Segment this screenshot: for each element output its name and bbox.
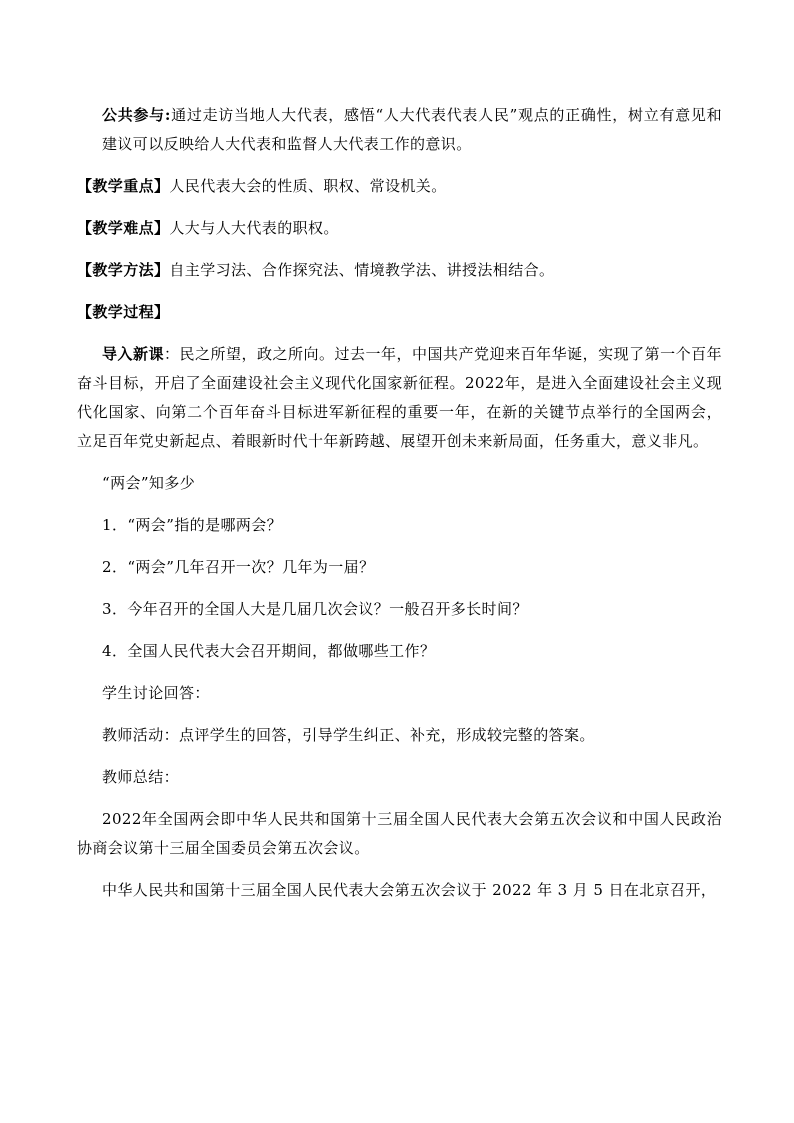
teaching-focus-label: 【教学重点】 [77, 177, 170, 195]
teaching-process-label: 【教学过程】 [77, 303, 170, 321]
teaching-method-label: 【教学方法】 [77, 261, 170, 279]
teaching-method-text: 自主学习法、合作探究法、情境教学法、讲授法相结合。 [169, 261, 555, 279]
paragraph-public-participation [102, 101, 722, 159]
paragraph-teacher-summary: 教师总结： [102, 768, 180, 786]
paragraph-teaching-process [77, 298, 722, 327]
question-1: 1．“两会”指的是哪两会？ [102, 516, 283, 534]
question-2: 2．“两会”几年召开一次？几年为一届？ [102, 558, 375, 576]
paragraph-teaching-focus [77, 172, 722, 201]
paragraph-npc-session: 中华人民共和国第十三届全国人民代表大会第五次会议于 2022 年 3 月 5 日在北京召开， [102, 881, 717, 899]
question-3: 3．今年召开的全国人大是几届几次会议？一般召开多长时间？ [102, 600, 528, 618]
paragraph-intro [77, 340, 722, 456]
intro-text: ：民之所望，政之所向。过去一年，中国共产党迎来百年华诞，实现了第一个百年奋斗目标，开启了全面建设社会主义现代化国家新征程。2022年，是进入全面建设社会主义现代化国家、向第二个百年奋斗目标进军新征程的重要一年，在新的关键节点举行的全国两会，立足百年党史新起点、着眼新时代十年新跨越、展望开创未来新局面，任务重大，意义非凡。 [77, 345, 722, 450]
paragraph-teaching-method [77, 256, 722, 285]
public-participation-label: 公共参与: [102, 106, 171, 124]
intro-label: 导入新课 [102, 345, 165, 363]
document-body [77, 101, 722, 918]
public-participation-text: 通过走访当地人大代表，感悟“人大代表代表人民”观点的正确性，树立有意见和建议可以反映给人大代表和监督人大代表工作的意识。 [102, 106, 722, 153]
teaching-focus-text: 人民代表大会的性质、职权、常设机关。 [169, 177, 447, 195]
teaching-difficulty-text: 人大与人大代表的职权。 [169, 219, 339, 237]
paragraph-teacher-activity: 教师活动：点评学生的回答，引导学生纠正、补充，形成较完整的答案。 [102, 726, 595, 744]
paragraph-two-sessions-quiz: “两会”知多少 [102, 474, 196, 492]
paragraph-teaching-difficulty [77, 214, 722, 243]
teaching-difficulty-label: 【教学难点】 [77, 219, 170, 237]
paragraph-student-discussion: 学生讨论回答： [102, 684, 210, 702]
question-4: 4．全国人民代表大会召开期间，都做哪些工作？ [102, 642, 436, 660]
paragraph-summary-2022: 2022年全国两会即中华人民共和国第十三届全国人民代表大会第五次会议和中国人民政治协商会议第十三届全国委员会第五次会议。 [77, 810, 722, 857]
